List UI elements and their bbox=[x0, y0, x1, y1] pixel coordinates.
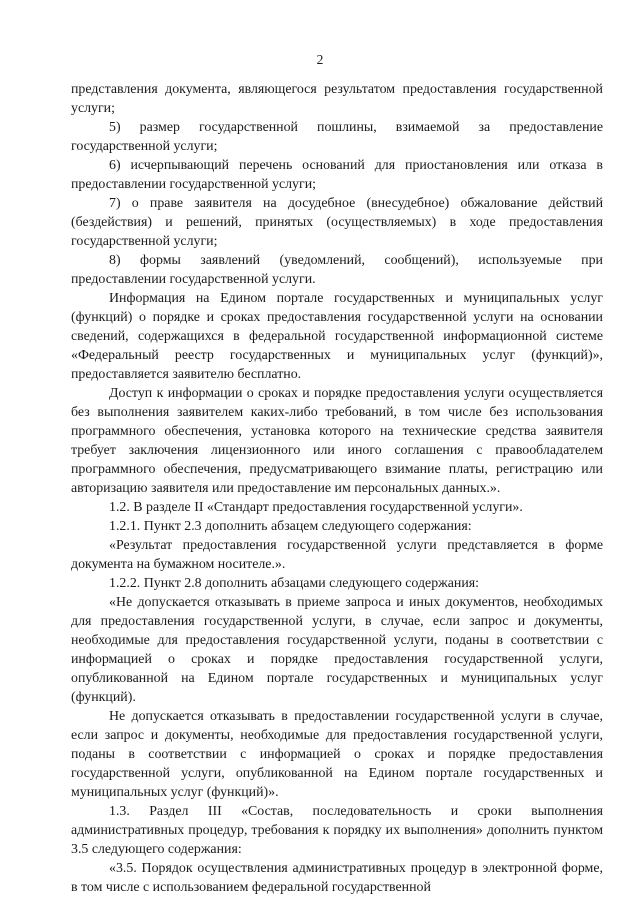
paragraph-8: 1.2. В разделе II «Стандарт предоставления государственной услуги». bbox=[109, 500, 523, 515]
paragraph-6: Информация на Едином портале государственных и муниципальных услуг (функций) о порядке и сроках предоставления государственной услуги на основании сведений, содержащихся в федеральной государственной информационной системе «Федеральный реестр государственных и муниципальных услуг (функций)», предоставляется заявителю бесплатно. bbox=[71, 291, 603, 382]
paragraph-5: 8) формы заявлений (уведомлений, сообщений), используемые при предоставлении государственной услуги. bbox=[71, 253, 603, 287]
document-body bbox=[71, 80, 603, 897]
paragraph-7: Доступ к информации о сроках и порядке предоставления услуги осуществляется без выполнения заявителем каких-либо требований, в том числе без использования программного обеспечения, установка которого на технические средства заявителя требует заключения лицензионного или иного соглашения с правообладателем программного обеспечения, предусматривающего взимание платы, регистрацию или авторизацию заявителя или предоставление им персональных данных.». bbox=[71, 386, 603, 496]
paragraph-4: 7) о праве заявителя на досудебное (внесудебное) обжалование действий (бездействия) и решений, принятых (осуществляемых) в ходе предоставления государственной услуги; bbox=[71, 196, 603, 249]
paragraph-13: Не допускается отказывать в предоставлении государственной услуги в случае, если запрос и документы, необходимые для предоставления государственной услуги, поданы в соответствии с информацией о сроках и порядке предоставления государственной услуги, опубликованной на Едином портале государственных и муниципальных услуг (функций)». bbox=[71, 709, 603, 800]
paragraph-12: «Не допускается отказывать в приеме запроса и иных документов, необходимых для предоставления государственной услуги, в случае, если запрос и документы, необходимые для предоставления государственной услуги, поданы в соответствии с информацией о сроках и порядке предоставления государственной услуги, опубликованной на Едином портале государственных и муниципальных услуг (функций). bbox=[71, 595, 603, 705]
page-number: 2 bbox=[316, 52, 324, 67]
paragraph-1: представления документа, являющегося результатом предоставления государственной услуги; bbox=[71, 82, 603, 116]
paragraph-2: 5) размер государственной пошлины, взимаемой за предоставление государственной услуги; bbox=[71, 120, 603, 154]
paragraph-15: «3.5. Порядок осуществления административных процедур в электронной форме, в том числе с использованием федеральной государственной bbox=[71, 861, 603, 895]
paragraph-9: 1.2.1. Пункт 2.3 дополнить абзацем следующего содержания: bbox=[109, 519, 472, 534]
paragraph-10: «Результат предоставления государственной услуги представляется в форме документа на бумажном носителе.». bbox=[71, 538, 603, 572]
paragraph-11: 1.2.2. Пункт 2.8 дополнить абзацами следующего содержания: bbox=[109, 576, 480, 591]
paragraph-14: 1.3. Раздел III «Состав, последовательность и сроки выполнения административных процедур, требования к порядку их выполнения» дополнить пунктом 3.5 следующего содержания: bbox=[71, 804, 603, 857]
paragraph-3: 6) исчерпывающий перечень оснований для приостановления или отказа в предоставлении государственной услуги; bbox=[71, 158, 603, 192]
